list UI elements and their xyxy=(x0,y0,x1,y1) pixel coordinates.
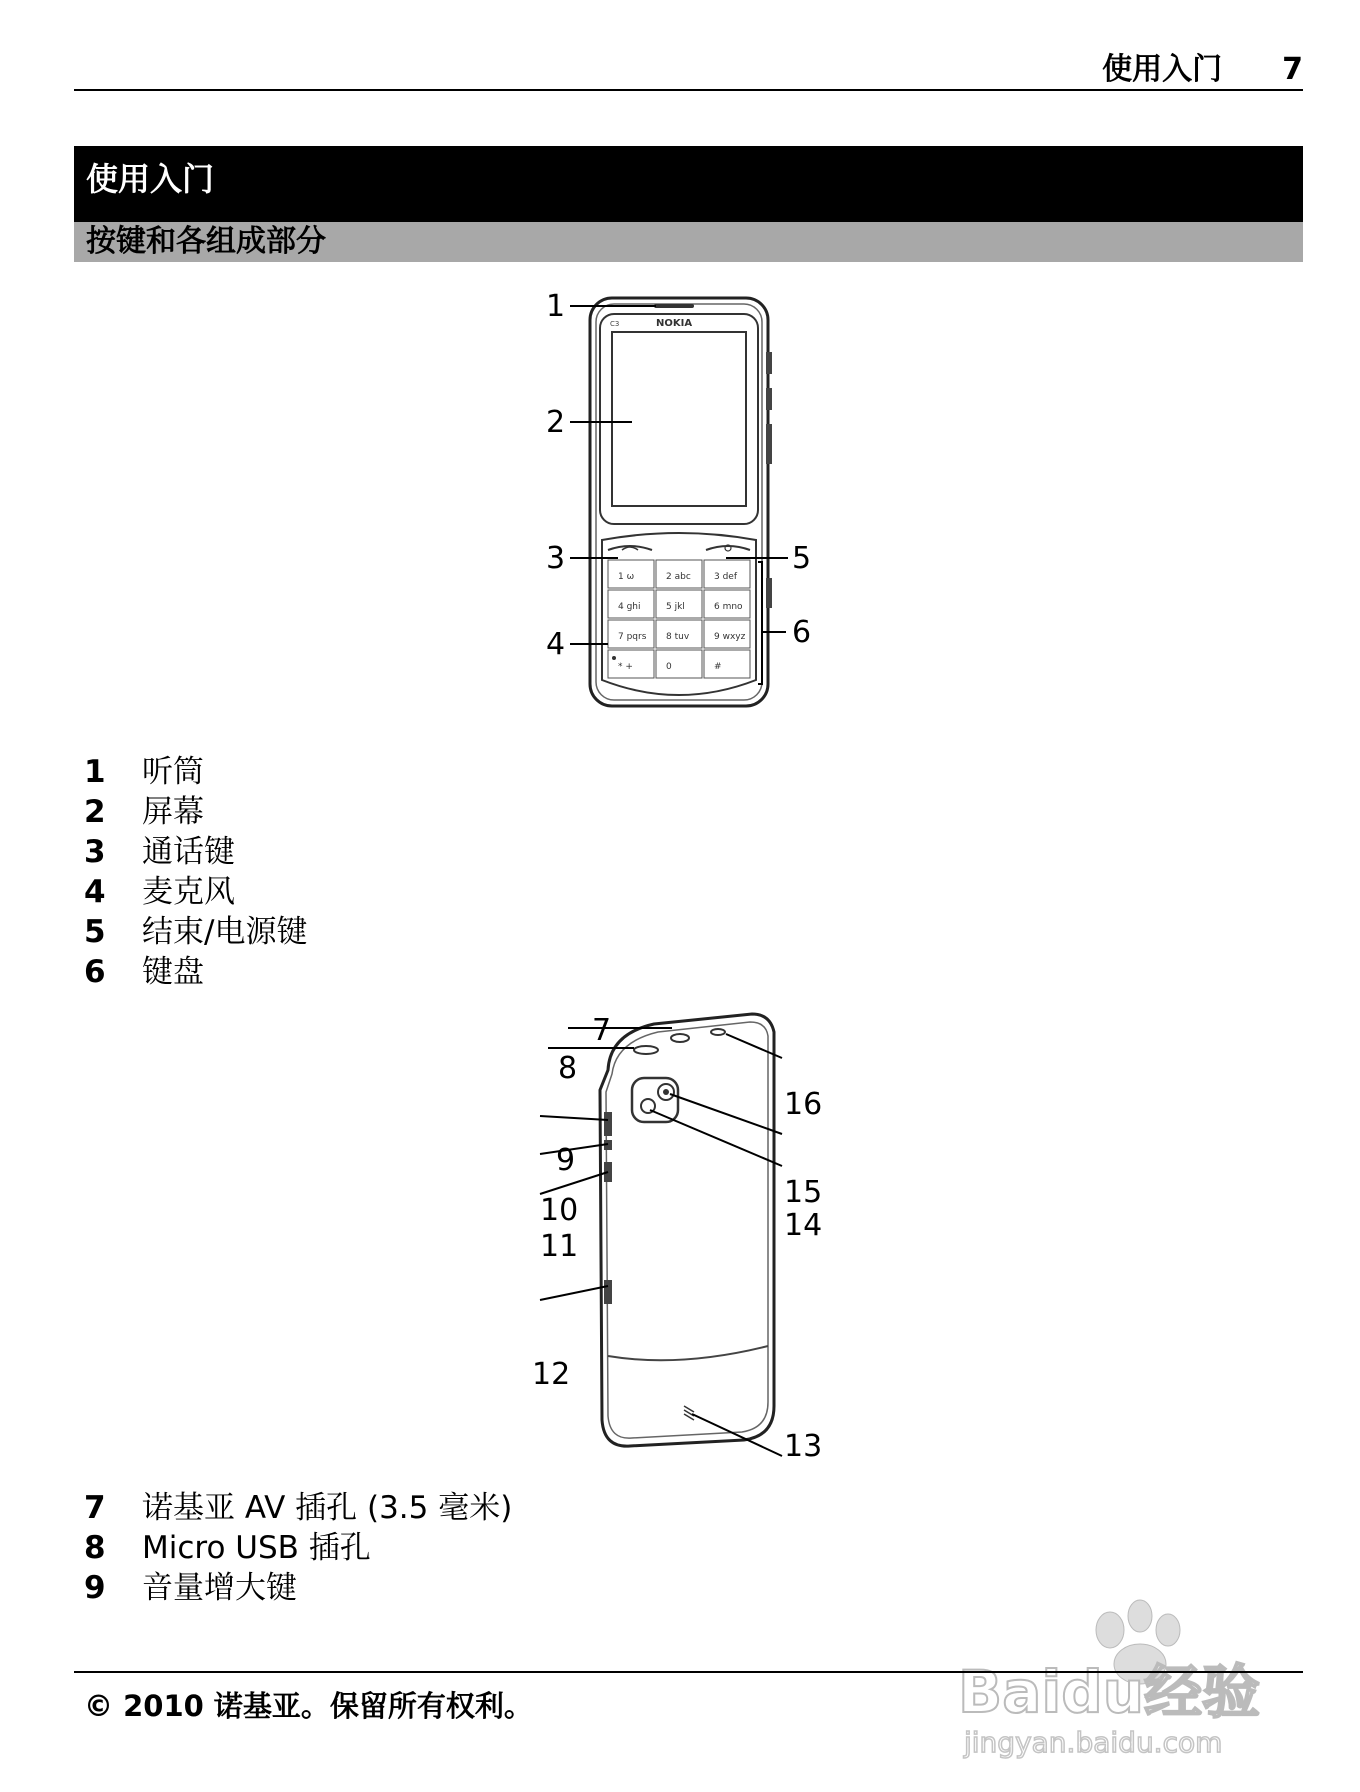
callout-6: 6 xyxy=(792,615,812,650)
header-rule xyxy=(74,89,1303,91)
keypad-key-label: 0 xyxy=(666,662,672,672)
keypad-key-label: * + xyxy=(618,662,633,672)
callout-13: 13 xyxy=(784,1429,823,1464)
legend-item: 9 音量增大键 xyxy=(84,1570,297,1606)
model-label: C3 xyxy=(610,320,620,328)
copyright: © 2010 诺基亚。保留所有权利。 xyxy=(84,1689,533,1723)
brand-label: NOKIA xyxy=(656,318,693,329)
keypad-key-label: 8 tuv xyxy=(666,632,690,642)
legend-front xyxy=(84,752,307,992)
legend-item: 6 键盘 xyxy=(84,954,204,990)
keypad-key-label: 1 ω xyxy=(618,572,635,582)
legend-item: 1 听筒 xyxy=(84,754,204,790)
watermark-logo: Baidu经验 xyxy=(958,1658,1261,1726)
legend-item: 4 麦克风 xyxy=(84,874,235,910)
callout-3: 3 xyxy=(546,541,566,576)
page-number: 7 xyxy=(1282,52,1303,87)
keypad-key-label: 4 ghi xyxy=(618,602,641,612)
callout-7: 7 xyxy=(592,1013,612,1048)
callout-12: 12 xyxy=(532,1357,571,1392)
footer-rule xyxy=(74,1671,1303,1673)
section-subtitle: 按键和各组成部分 xyxy=(74,222,1303,262)
keypad-key-label: # xyxy=(714,662,722,672)
callout-4: 4 xyxy=(546,627,566,662)
keypad-key-label: 2 abc xyxy=(666,572,691,582)
legend-item: 5 结束/电源键 xyxy=(84,914,308,950)
callout-9: 9 xyxy=(556,1143,576,1178)
keypad-key-label: 5 jkl xyxy=(666,602,685,612)
legend-item: 2 屏幕 xyxy=(84,794,204,830)
keypad-key-label: 9 wxyz xyxy=(714,632,746,642)
front-callouts xyxy=(530,288,860,718)
callout-8: 8 xyxy=(558,1051,578,1086)
legend-back xyxy=(84,1488,512,1608)
legend-item: 8 Micro USB 插孔 xyxy=(84,1530,371,1566)
legend-item: 7 诺基亚 AV 插孔 (3.5 毫米) xyxy=(84,1490,513,1526)
running-header-title: 使用入门 xyxy=(1102,52,1223,87)
callout-16: 16 xyxy=(784,1087,823,1122)
callout-10: 10 xyxy=(540,1193,579,1228)
running-header xyxy=(1102,44,1303,88)
callout-5: 5 xyxy=(792,541,812,576)
legend-item: 3 通话键 xyxy=(84,834,235,870)
callout-14: 14 xyxy=(784,1208,823,1243)
callout-15: 15 xyxy=(784,1175,823,1210)
callout-11: 11 xyxy=(540,1229,579,1264)
watermark-url: jingyan.baidu.com xyxy=(964,1726,1223,1759)
keypad-key-label: 7 pqrs xyxy=(618,632,647,642)
section-title: 使用入门 xyxy=(74,146,1303,222)
callout-1: 1 xyxy=(546,289,566,324)
baidu-jingyan-watermark xyxy=(950,1580,1290,1760)
callout-2: 2 xyxy=(546,405,566,440)
keypad-key-label: 6 mno xyxy=(714,602,743,612)
keypad-key-label: 3 def xyxy=(714,572,738,582)
